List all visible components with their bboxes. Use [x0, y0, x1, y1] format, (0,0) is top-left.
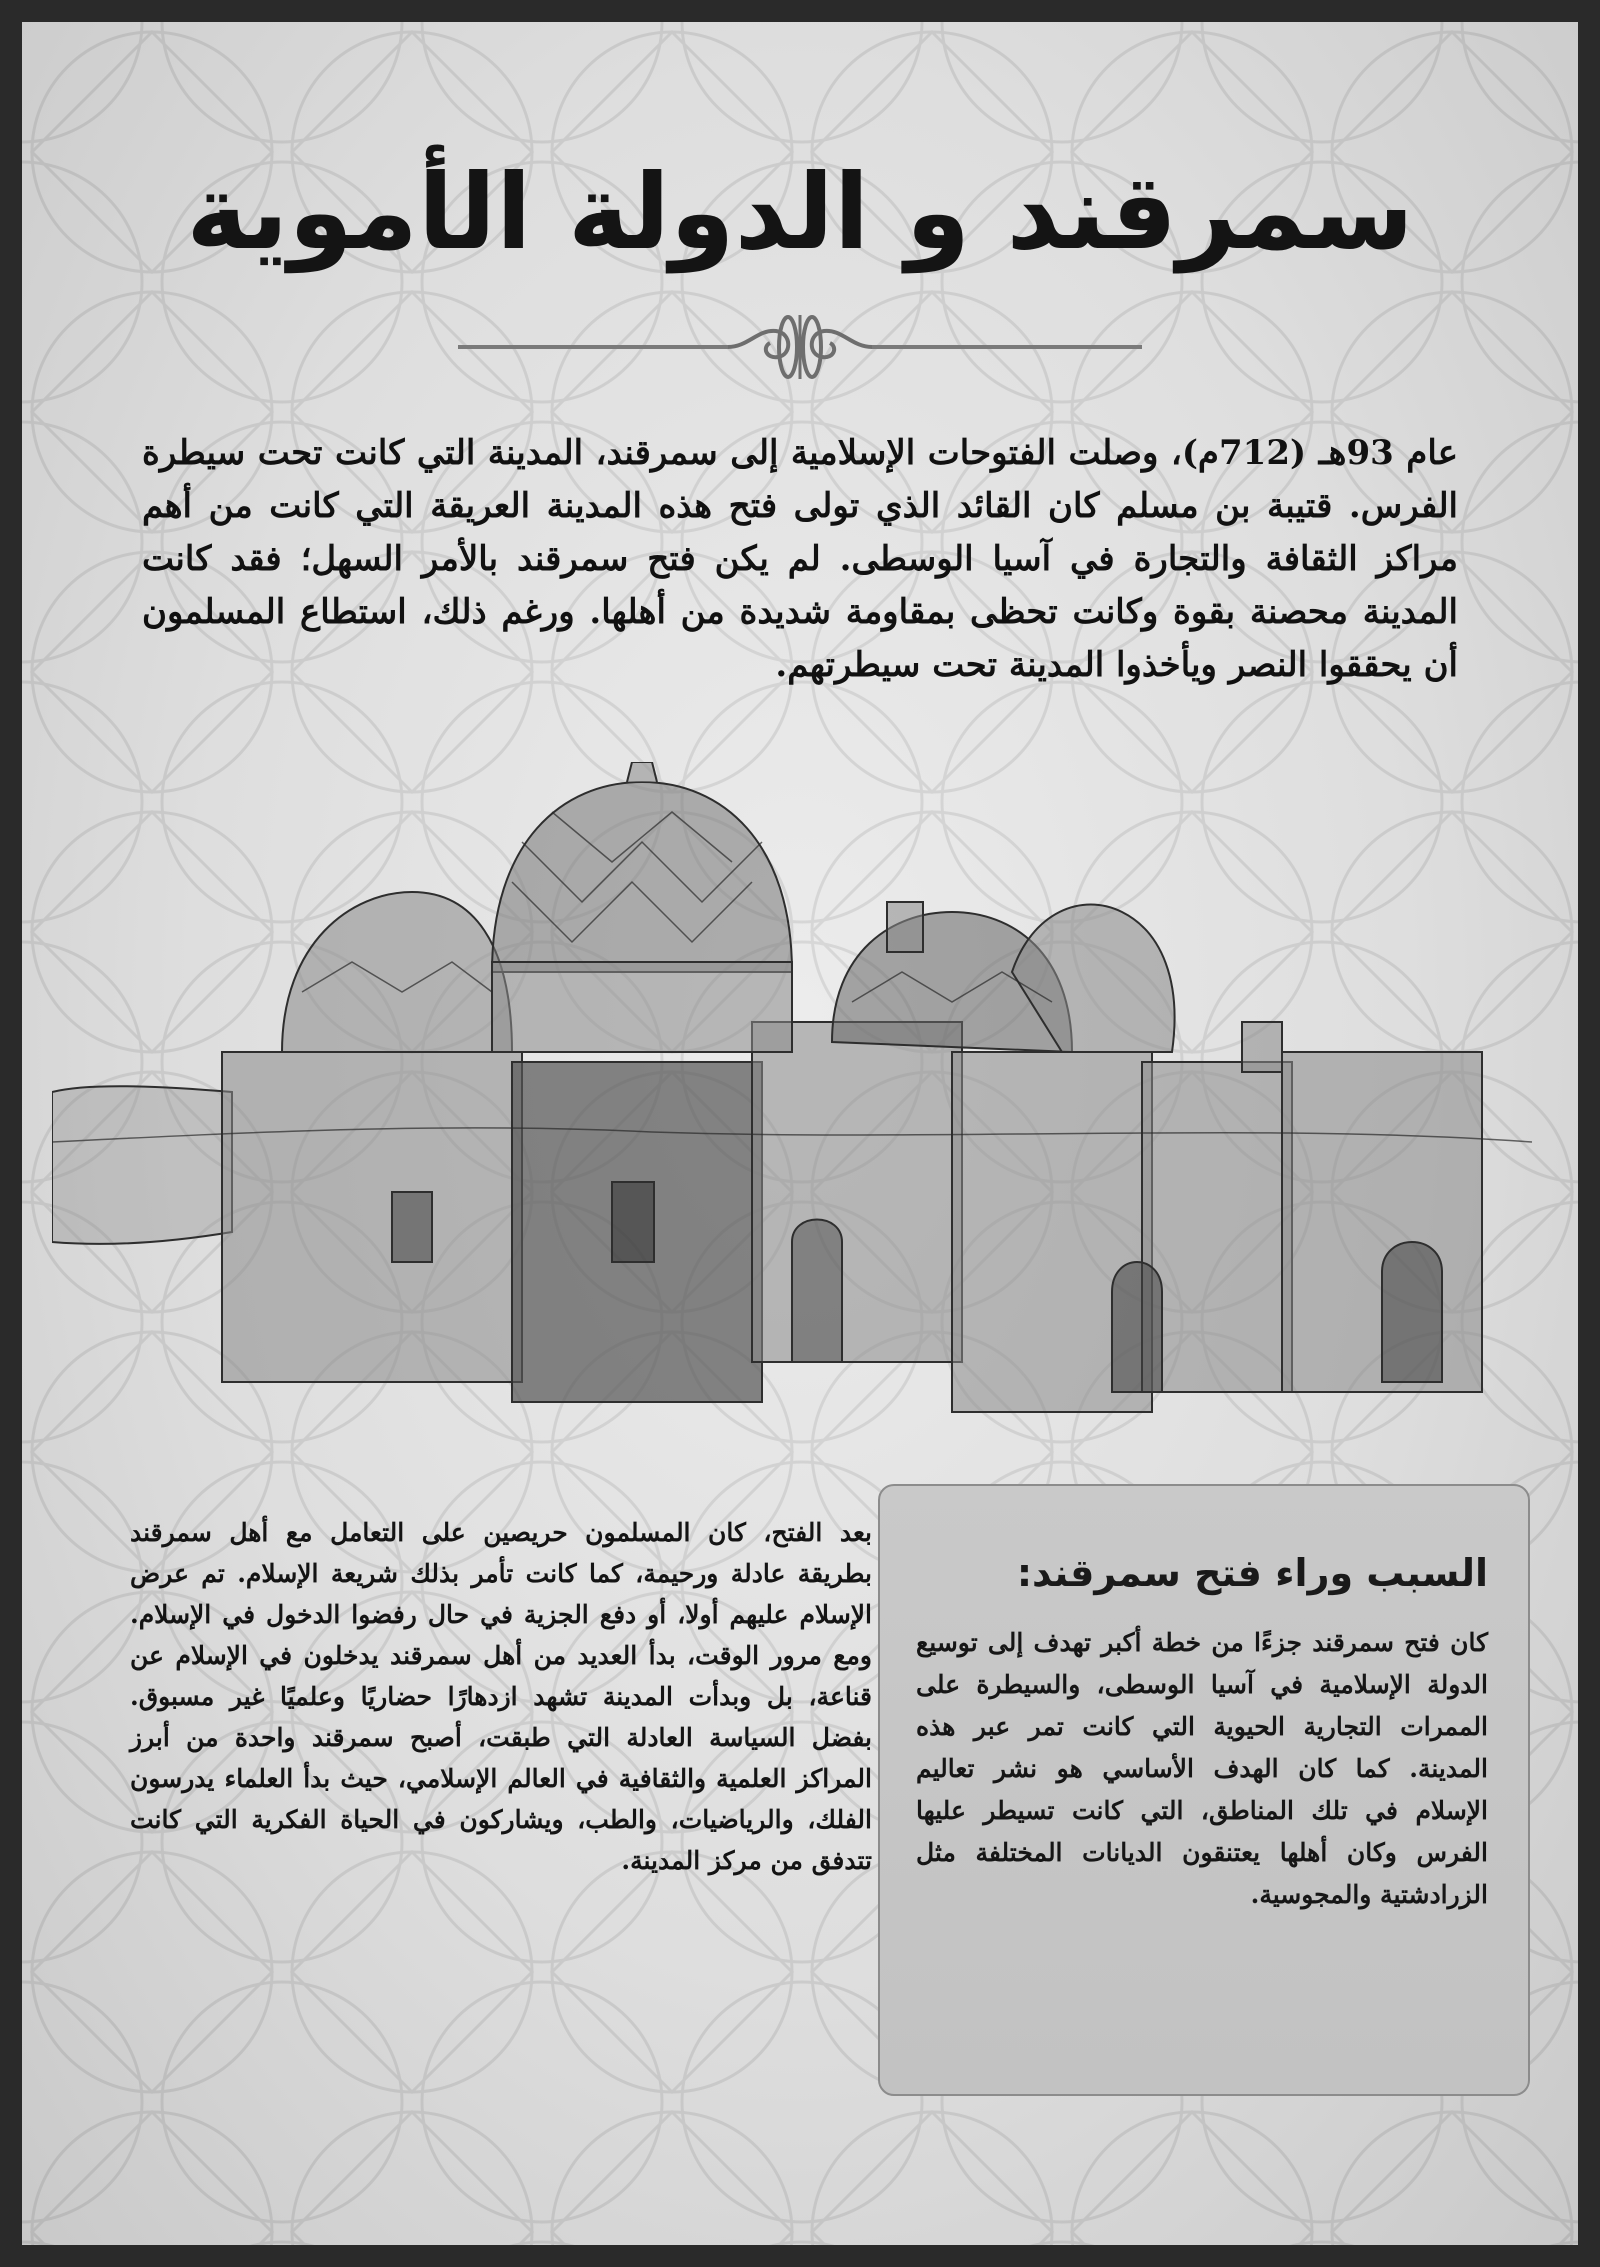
reason-box-title: السبب وراء فتح سمرقند: — [1016, 1551, 1488, 1595]
scroll-divider-icon — [458, 307, 1142, 387]
reason-box-body: كان فتح سمرقند جزءًا من خطة أكبر تهدف إلى توسيع الدولة الإسلامية في آسيا الوسطى، والسيطرة على الممرات التجارية الحيوية التي كانت تمر عبر هذه المدينة. كما كان الهدف الأساسي هو نشر تعاليم الإسلام في تلك المناطق، التي كانت تسيطر عليها الفرس وكان أهلها يعتنقون الديانات المختلفة مثل الزرادشتية والمجوسية. — [916, 1628, 1488, 1909]
poster-page — [22, 22, 1578, 2245]
reason-box — [878, 1484, 1530, 2096]
after-conquest-paragraph: بعد الفتح، كان المسلمون حريصين على التعامل مع أهل سمرقند بطريقة عادلة ورحيمة، كما كانت تأمر بذلك شريعة الإسلام. تم عرض الإسلام عليهم أولا، أو دفع الجزية في حال رفضوا الدخول في الإسلام. ومع مرور الوقت، بدأ العديد من أهل سمرقند يدخلون في الإسلام عن قناعة، بل وبدأت المدينة تشهد ازدهارًا حضاريًا وعلميًا غير مسبوق. بفضل السياسة العادلة التي طبقت، أصبح سمرقند واحدة من أبرز المراكز العلمية والثقافية في العالم الإسلامي، حيث بدأ العلماء يدرسون الفلك، والرياضيات، والطب، ويشاركون في الحياة الفكرية التي كانت تتدفق من مركز المدينة. — [130, 1518, 872, 1875]
page-title: سمرقند و الدولة الأموية — [186, 151, 1414, 273]
mosque-sketch — [52, 762, 1552, 1442]
intro-paragraph: عام 93هـ (712م)، وصلت الفتوحات الإسلامية إلى سمرقند، المدينة التي كانت تحت سيطرة الفرس. قتيبة بن مسلم كان القائد الذي تولى فتح هذه المدينة العريقة التي كانت من أهم مراكز الثقافة والتجارة في آسيا الوسطى. لم يكن فتح سمرقند بالأمر السهل؛ فقد كانت المدينة محصنة بقوة وكانت تحظى بمقاومة شديدة من أهلها. ورغم ذلك، استطاع المسلمون أن يحققوا النصر ويأخذوا المدينة تحت سيطرتهم. — [142, 433, 1458, 685]
